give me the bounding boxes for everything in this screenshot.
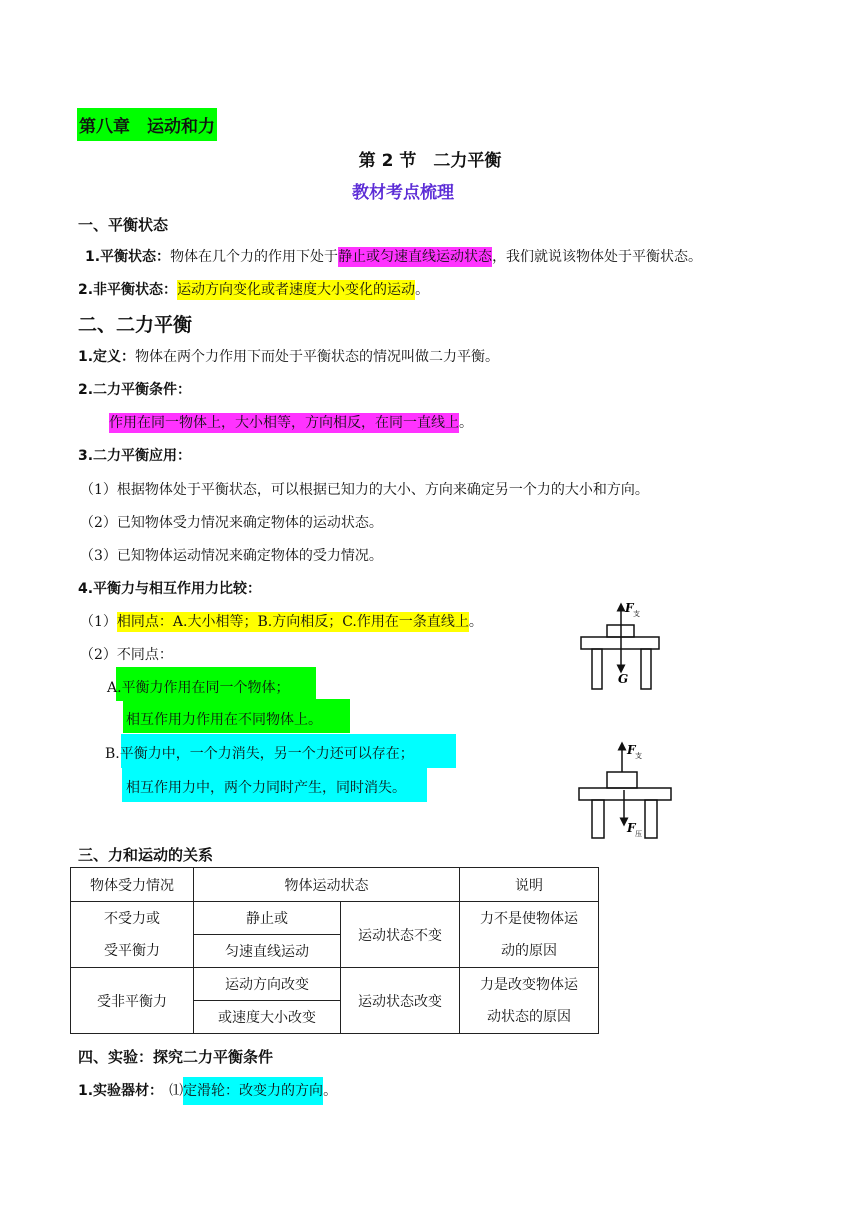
table-cell: 或速度大小改变 <box>194 1001 341 1034</box>
application-label: 3.二力平衡应用： <box>78 448 192 464</box>
heading-two-force-balance: 二、二力平衡 <box>78 314 193 336</box>
text: A. <box>107 680 122 696</box>
table-cell: 运动状态不变 <box>341 902 460 968</box>
pressure-force-subscript: 压 <box>635 830 642 838</box>
pressure-force-label: F <box>627 821 636 835</box>
diff-a2-line: 相互作用力作用在不同物体上。 <box>126 712 322 728</box>
text: 。 <box>468 614 483 630</box>
condition-label: 2.二力平衡条件： <box>78 382 192 398</box>
table-cell: 静止或 <box>194 902 341 935</box>
heading-experiment: 四、实验：探究二力平衡条件 <box>78 1048 274 1066</box>
table-cell: 运动状态改变 <box>341 968 460 1034</box>
equipment-line <box>78 1081 337 1101</box>
table-cell: 运动方向改变 <box>194 968 341 1001</box>
label: 1.定义： <box>78 349 136 365</box>
text: （1） <box>80 614 117 630</box>
force-motion-table <box>70 867 599 1034</box>
text: B. <box>105 746 120 762</box>
highlight: 平衡力中，一个力消失，另一个力还可以存在； <box>119 746 414 762</box>
table-leg-shape <box>592 649 602 689</box>
text: 。 <box>323 1083 338 1099</box>
table-top-shape <box>579 788 671 800</box>
text: ⑴ <box>169 1083 184 1099</box>
application-item: （3）已知物体运动情况来确定物体的受力情况。 <box>80 548 383 564</box>
different-points-label: （2）不同点： <box>80 647 173 663</box>
diff-b2-line <box>126 778 406 798</box>
text: ，我们就说该物体处于平衡状态。 <box>492 249 703 265</box>
support-force-subscript: 支 <box>633 610 640 618</box>
block-shape <box>607 772 637 788</box>
table-leg-shape <box>641 649 651 689</box>
table-top-shape <box>581 637 659 649</box>
diff-b1-line <box>105 744 414 764</box>
table-cell: 匀速直线运动 <box>194 935 341 968</box>
text: 物体在两个力作用下而处于平衡状态的情况叫做二力平衡。 <box>135 349 500 365</box>
table-row <box>71 902 599 935</box>
highlight: 定滑轮：改变力的方向 <box>183 1077 323 1105</box>
application-item: （2）已知物体受力情况来确定物体的运动状态。 <box>80 515 383 531</box>
support-force-subscript: 支 <box>635 752 642 760</box>
balance-state-line <box>85 247 702 267</box>
cell-line: 力不是使物体运 <box>480 910 578 927</box>
table-header: 说明 <box>460 868 599 902</box>
table-row <box>71 968 599 1001</box>
support-force-label: F <box>625 601 634 615</box>
text: 。 <box>459 415 473 431</box>
highlight: 相互作用力中，两个力同时产生，同时消失 <box>126 780 392 796</box>
table-cell: 受非平衡力 <box>71 968 194 1034</box>
comparison-label: 4.平衡力与相互作用力比较： <box>78 581 262 597</box>
cell-line: 动的原因 <box>501 942 557 959</box>
table-leg-shape <box>592 800 604 838</box>
label: 2.非平衡状态： <box>78 282 178 298</box>
diff-a1-line <box>107 678 290 698</box>
text: 。 <box>392 780 406 796</box>
table-header: 物体受力情况 <box>71 868 194 902</box>
definition-line <box>78 347 499 367</box>
table-cell <box>460 968 599 1034</box>
cell-line: 受平衡力 <box>104 942 160 959</box>
chapter-title: 第八章 运动和力 <box>77 108 217 141</box>
table-header-row <box>71 868 599 902</box>
cell-line: 动状态的原因 <box>487 1008 571 1025</box>
heading-force-motion: 三、力和运动的关系 <box>78 846 214 864</box>
table-header: 物体运动状态 <box>194 868 460 902</box>
subtitle: 教材考点梳理 <box>352 183 454 203</box>
gravity-label: G <box>618 672 629 686</box>
cell-line: 力是改变物体运 <box>480 976 578 993</box>
same-points-line <box>80 612 483 632</box>
non-balance-state-line <box>78 280 429 300</box>
cell-line: 不受力或 <box>104 910 160 927</box>
table-leg-shape <box>645 800 657 838</box>
highlight: 作用在同一物体上，大小相等，方向相反，在同一直线上 <box>109 415 459 431</box>
highlight: 平衡力作用在同一个物体； <box>121 680 290 696</box>
section-title: 第 2 节 二力平衡 <box>358 151 502 171</box>
application-item: （1）根据物体处于平衡状态，可以根据已知力的大小、方向来确定另一个力的大小和方向。 <box>80 482 649 498</box>
highlight: 相同点：A.大小相等；B.方向相反；C.作用在一条直线上 <box>116 614 469 630</box>
balance-force-figure <box>575 595 665 695</box>
interaction-force-figure <box>575 738 675 840</box>
label: 1.平衡状态： <box>85 249 171 265</box>
label: 1.实验器材： <box>78 1083 164 1099</box>
condition-line <box>109 413 473 433</box>
text: 。 <box>415 282 430 298</box>
highlight: 静止或匀速直线运动状态 <box>338 249 493 265</box>
table-cell <box>71 902 194 968</box>
table-cell <box>460 902 599 968</box>
support-force-label: F <box>627 743 636 757</box>
heading-balance-state: 一、平衡状态 <box>78 216 169 234</box>
highlight: 运动方向变化或者速度大小变化的运动 <box>177 282 416 298</box>
text: 物体在几个力的作用下处于 <box>170 249 339 265</box>
